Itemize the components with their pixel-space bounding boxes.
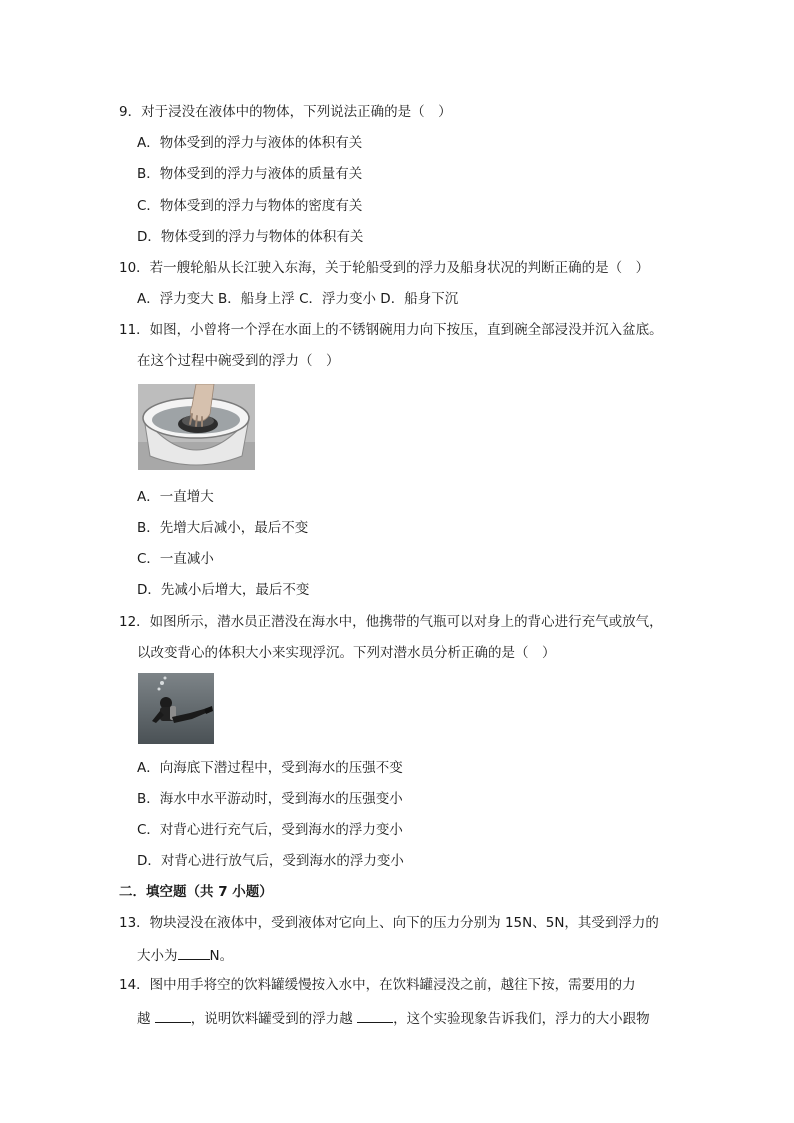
q12-option-a: A．向海底下潜过程中，受到海水的压强不变 <box>137 760 403 776</box>
q12-option-b: B．海水中水平游动时，受到海水的压强变小 <box>137 791 403 807</box>
q9-option-b: B．物体受到的浮力与液体的质量有关 <box>137 166 363 182</box>
q14-answer-blank-1[interactable] <box>155 1008 191 1023</box>
q12-option-d: D．对背心进行放气后，受到海水的浮力变小 <box>137 853 404 869</box>
q10-options: A．浮力变大 B．船身上浮 C．浮力变小 D．船身下沉 <box>137 291 459 307</box>
q14-text-c: ，这个实验现象告诉我们，浮力的大小跟物 <box>393 1011 650 1027</box>
q9-stem: 9．对于浸没在液体中的物体，下列说法正确的是（ ） <box>119 104 452 120</box>
q11-stem-line1: 11．如图，小曾将一个浮在水面上的不锈钢碗用力向下按压，直到碗全部浸没并沉入盆底。 <box>119 322 663 338</box>
q11-stem-line2: 在这个过程中碗受到的浮力（ ） <box>137 353 340 369</box>
bowl-basin-photo <box>138 384 255 470</box>
q12-option-c: C．对背心进行充气后，受到海水的浮力变小 <box>137 822 403 838</box>
q13-line2 <box>137 945 233 965</box>
q14-text-a: 越 <box>137 1011 155 1027</box>
q14-text-b: ，说明饮料罐受到的浮力越 <box>190 1011 358 1027</box>
q13-line1: 13．物块浸没在液体中，受到液体对它向上、向下的压力分别为 15N、5N，其受到浮力的 <box>119 915 659 931</box>
diver-photo <box>138 673 214 744</box>
q10-stem: 10．若一艘轮船从长江驶入东海，关于轮船受到的浮力及船身状况的判断正确的是（ ） <box>119 260 650 276</box>
section-heading: 二．填空题（共 7 小题） <box>119 884 273 900</box>
q12-stem-line2: 以改变背心的体积大小来实现浮沉。下列对潜水员分析正确的是（ ） <box>137 645 556 661</box>
q14-line2 <box>137 1008 650 1028</box>
q11-option-c: C．一直减小 <box>137 551 214 567</box>
q13-text-after-blank: N。 <box>209 948 234 964</box>
q13-text-before-blank: 大小为 <box>137 948 178 964</box>
q14-answer-blank-2[interactable] <box>357 1008 393 1023</box>
q9-option-a: A．物体受到的浮力与液体的体积有关 <box>137 135 363 151</box>
q13-answer-blank[interactable] <box>178 945 210 960</box>
q9-option-c: C．物体受到的浮力与物体的密度有关 <box>137 198 363 214</box>
q9-option-d: D．物体受到的浮力与物体的体积有关 <box>137 229 364 245</box>
q12-stem-line1: 12．如图所示，潜水员正潜没在海水中，他携带的气瓶可以对身上的背心进行充气或放气， <box>119 614 663 630</box>
q11-option-d: D．先减小后增大，最后不变 <box>137 582 310 598</box>
q11-option-b: B．先增大后减小，最后不变 <box>137 520 309 536</box>
q11-option-a: A．一直增大 <box>137 489 214 505</box>
q14-line1: 14．图中用手将空的饮料罐缓慢按入水中，在饮料罐浸没之前，越往下按，需要用的力 <box>119 977 636 993</box>
